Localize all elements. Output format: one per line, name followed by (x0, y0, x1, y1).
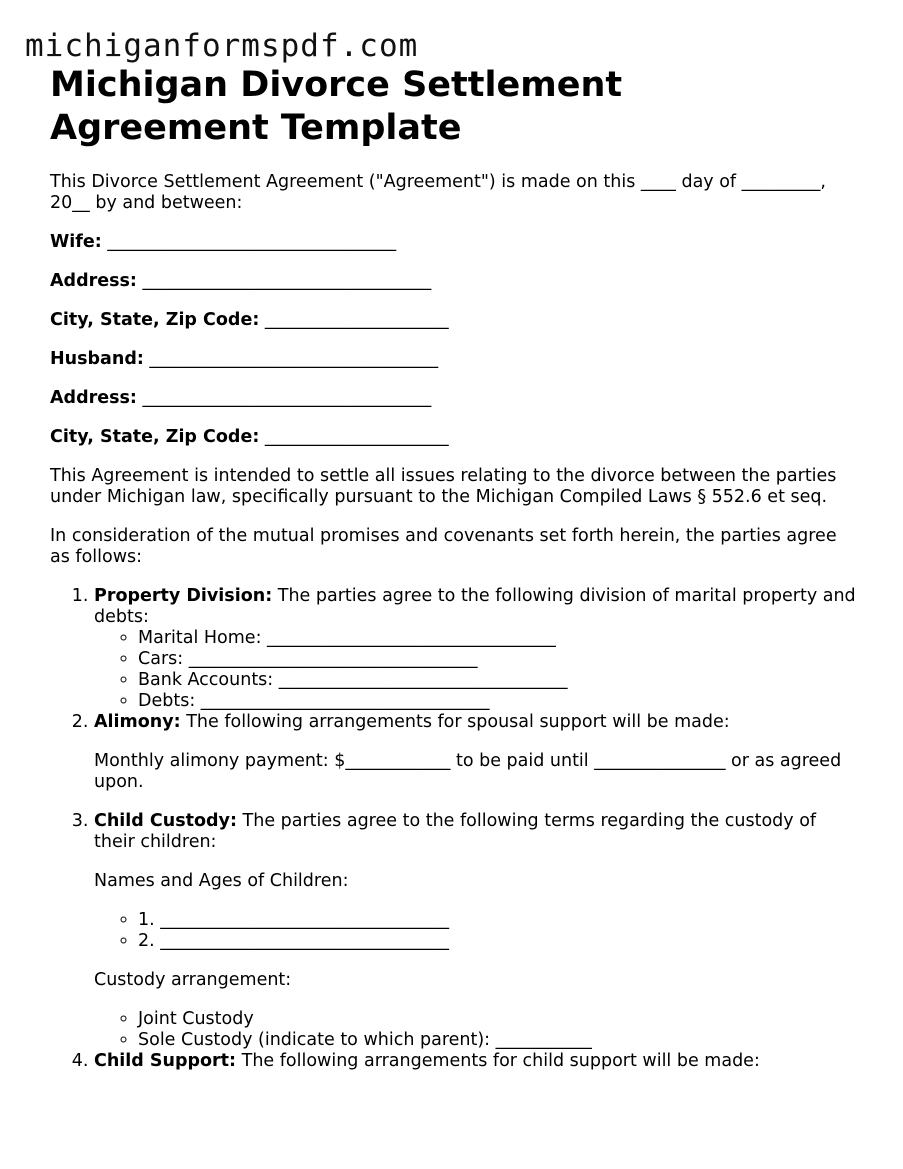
property-division-item (94, 586, 860, 712)
list-item: ◦ Bank Accounts: _________________________________ (138, 670, 860, 691)
husband-address-field (50, 388, 860, 409)
field-label: Address: (50, 271, 137, 291)
list-item: ◦ Cars: _________________________________ (138, 649, 860, 670)
field-blank: _________________________________ (149, 349, 439, 369)
field-blank: _________________________________ (142, 271, 432, 291)
section-heading: Child Custody: (94, 811, 237, 831)
field-label: Wife: (50, 232, 102, 252)
children-label: Names and Ages of Children: (94, 871, 349, 891)
section-heading: Child Support: (94, 1051, 237, 1071)
title-line-1: Michigan Divorce Settlement (50, 65, 623, 105)
child-custody-item (94, 811, 860, 1051)
field-blank: _________________________________ (107, 232, 397, 252)
section-text: The parties agree to the following terms regarding the custody of their children: (94, 811, 817, 852)
document-page (50, 64, 860, 1072)
field-label: Husband: (50, 349, 144, 369)
watermark: michiganformspdf.com (25, 28, 419, 64)
list-item: ◦ Marital Home: _________________________________ (138, 628, 860, 649)
custody-sublist (94, 1009, 860, 1051)
wife-city-field (50, 310, 860, 331)
section-text: The following arrangements for spousal support will be made: (180, 712, 730, 732)
consideration-paragraph: In consideration of the mutual promises and covenants set forth herein, the parties agree as follows: (50, 526, 837, 567)
field-label: City, State, Zip Code: (50, 427, 260, 447)
property-sublist (94, 628, 860, 712)
husband-field (50, 349, 860, 370)
child-support-item (94, 1051, 860, 1072)
children-sublist (94, 910, 860, 952)
field-blank: _________________________________ (142, 388, 432, 408)
alimony-payment: Monthly alimony payment: $____________ to be paid until _______________ or as agreed upon. (94, 751, 842, 792)
field-blank: _____________________ (264, 310, 449, 330)
list-item: ◦ 2. _________________________________ (138, 931, 860, 952)
custody-arrangement-label: Custody arrangement: (94, 970, 292, 990)
intro-paragraph: This Divorce Settlement Agreement ("Agreement") is made on this ____ day of _________, 20__ by and between: (50, 172, 826, 213)
list-item: ◦ Sole Custody (indicate to which parent): ___________ (138, 1030, 860, 1051)
terms-list (50, 586, 860, 1072)
page-title (50, 64, 860, 150)
field-blank: _____________________ (264, 427, 449, 447)
section-heading: Property Division: (94, 586, 273, 606)
title-line-2: Agreement Template (50, 108, 462, 148)
list-item: ◦ Debts: _________________________________ (138, 691, 860, 712)
wife-field (50, 232, 860, 253)
section-text: The parties agree to the following division of marital property and debts: (94, 586, 856, 627)
list-item: ◦ 1. _________________________________ (138, 910, 860, 931)
section-heading: Alimony: (94, 712, 181, 732)
intent-paragraph: This Agreement is intended to settle all issues relating to the divorce between the parties under Michigan law, specifically pursuant to the Michigan Compiled Laws § 552.6 et seq. (50, 466, 837, 507)
wife-address-field (50, 271, 860, 292)
alimony-item (94, 712, 860, 793)
section-text: The following arrangements for child support will be made: (236, 1051, 760, 1071)
list-item: ◦ Joint Custody (138, 1009, 860, 1030)
husband-city-field (50, 427, 860, 448)
field-label: City, State, Zip Code: (50, 310, 260, 330)
field-label: Address: (50, 388, 137, 408)
